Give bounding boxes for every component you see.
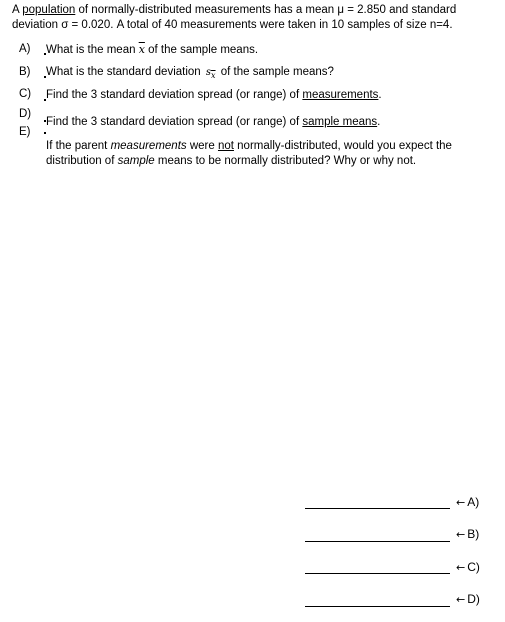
question-e-text-3: normally-distributed, would you expect the distribution of [46, 140, 452, 167]
answer-a-label [456, 495, 479, 509]
answer-a-letter: A) [467, 495, 480, 509]
x-bar-subscript: x [211, 71, 216, 80]
question-b-letter: B) [19, 66, 31, 78]
measurements-italic: measurements [110, 140, 187, 152]
question-b-text-1: What is the standard deviation [46, 66, 204, 78]
left-arrow-icon: ← [456, 593, 466, 606]
s-symbol: s [205, 67, 212, 78]
s-x-bar-symbol [204, 67, 218, 78]
answer-b-blank[interactable] [305, 541, 450, 542]
not-underlined: not [217, 140, 234, 152]
measurements-term: measurements [302, 89, 379, 101]
editor-mark [44, 132, 46, 134]
question-d-text-1: Find the 3 standard deviation spread (or range) of [46, 116, 303, 128]
question-a-text-2: of the sample means. [144, 44, 259, 56]
answer-a-blank[interactable] [305, 508, 450, 509]
question-d-letter: D) [19, 108, 32, 120]
question-a-text-1: What is the mean [46, 44, 139, 56]
population-term: population [22, 4, 76, 16]
question-a-letter: A) [19, 43, 31, 55]
answer-b-letter: B) [467, 527, 480, 541]
left-arrow-icon: ← [456, 496, 466, 509]
question-c-letter: C) [19, 88, 32, 100]
sample-italic: sample [117, 155, 155, 167]
question-d [46, 115, 380, 130]
intro-text-2: of normally-distributed measurements has a mean μ = 2.850 and standard deviation σ = 0.020. A total of 40 measurements were taken in 10 samples of size n=4. [12, 4, 457, 31]
answer-c-label [456, 560, 480, 574]
answer-d-letter: D) [467, 592, 480, 606]
question-e-text-1: If the parent [46, 140, 111, 152]
answer-b-label [456, 527, 479, 541]
question-e-letter: E) [19, 126, 31, 138]
question-c [46, 88, 382, 103]
x-bar-symbol: $\overline{x}$ [138, 43, 145, 56]
question-e-text-2: were [186, 140, 218, 152]
left-arrow-icon: ← [456, 561, 466, 574]
question-a [46, 42, 258, 58]
question-e-text-4: means to be normally distributed? Why or why not. [154, 155, 417, 167]
answer-d-blank[interactable] [305, 606, 450, 607]
question-c-text-2: . [378, 89, 382, 101]
answer-c-letter: C) [467, 560, 480, 574]
answer-d-label [456, 592, 480, 606]
question-b-text-2: of the sample means? [217, 66, 334, 78]
intro-text-1: A [12, 4, 23, 16]
question-b [46, 65, 334, 83]
left-arrow-icon: ← [456, 528, 466, 541]
problem-statement [12, 3, 497, 33]
question-e [46, 139, 496, 169]
question-c-text-1: Find the 3 standard deviation spread (or range) of [46, 89, 303, 101]
sample-means-term: sample means [302, 116, 378, 128]
question-d-text-2: . [377, 116, 381, 128]
answer-c-blank[interactable] [305, 573, 450, 574]
